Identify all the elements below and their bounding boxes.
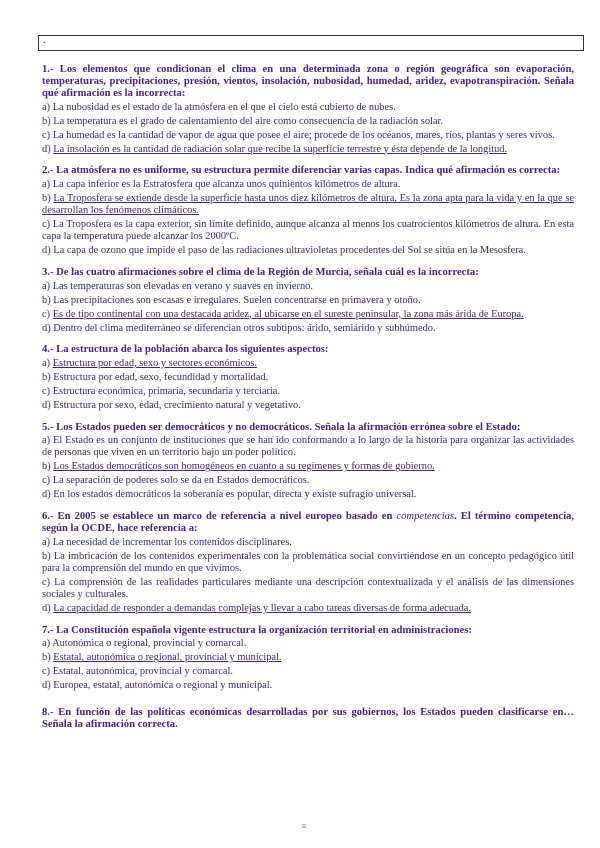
option-text: Estatal, autonómica o regional, provincial y municipal.: [53, 652, 282, 664]
option-text: La capa de ozono que impide el paso de las radiaciones ultravioletas procedentes del Sol se sitúa en la Mesosfera.: [53, 245, 526, 257]
option-letter: d): [42, 322, 51, 334]
option-letter: c): [42, 666, 51, 678]
option-text: Las precipitaciones son escasas e irregulares. Suelen concentrarse en primavera y otoño.: [53, 294, 421, 306]
option-text: Estructura por sexo, edad, crecimiento natural y vegetativo.: [53, 399, 301, 411]
option-text: La necesidad de incrementar los contenidos disciplinares.: [52, 536, 292, 548]
option-5c[interactable]: [42, 475, 574, 487]
option-5b[interactable]: [42, 461, 574, 473]
option-letter: c): [42, 129, 51, 141]
option-5d[interactable]: [42, 489, 574, 501]
option-letter: d): [42, 143, 51, 155]
question-4: [42, 344, 574, 412]
menu-lines-icon: ≡: [301, 821, 307, 831]
option-4b[interactable]: [42, 372, 574, 384]
option-3a[interactable]: [42, 281, 574, 293]
option-letter: a): [42, 638, 51, 650]
question-4-title: 4.- La estructura de la población abarca los siguientes aspectos:: [42, 344, 329, 356]
option-letter: d): [42, 603, 51, 614]
option-text: Es de tipo continental con una destacada aridez, al ubicarse en el sureste peninsular, la zona más árida de Europa.: [52, 308, 524, 320]
question-7: [42, 625, 574, 693]
option-7d[interactable]: [42, 680, 574, 692]
option-1a[interactable]: [42, 102, 574, 114]
option-text: Los Estados democráticos son homogéneos en cuanto a su regímenes y formas de gobierno.: [53, 461, 435, 473]
option-3c[interactable]: [42, 309, 574, 321]
option-letter: a): [42, 178, 51, 190]
option-text: La Troposfera es la capa exterior, sin límite definido, aunque alcanza al menos los cuatrocientos kilómetros de altura. En esta capa la temperatura puede alcanzar los 2000ºC.: [42, 219, 574, 243]
question-list: [42, 64, 574, 740]
option-text: La imbricación de los contenidos experimentales con la problemática social convirtiéndose en un concepto pedagógico útil para la comprensión del mundo en que vivimos.: [42, 550, 574, 574]
option-text: En los estados democráticos la soberanía es popular, directa y existe sufragio universal.: [53, 489, 417, 501]
option-letter: d): [42, 489, 51, 501]
option-text: Estatal, autonómica, provincial y comarcal.: [52, 666, 234, 678]
option-3d[interactable]: [42, 323, 574, 335]
question-1: [42, 64, 574, 156]
option-letter: c): [42, 308, 51, 320]
question-6-title: [42, 511, 574, 535]
option-letter: b): [42, 192, 51, 204]
question-8-title: 8.- En función de las políticas económicas desarrolladas por sus gobiernos, los Estados pueden clasificarse en… Señala la afirmación correcta.: [42, 706, 574, 730]
option-2c[interactable]: [42, 219, 574, 243]
option-1d[interactable]: [42, 144, 574, 156]
question-6-title-end: . El término competencia, según la OCDE, hace referencia a:: [42, 511, 574, 535]
option-6d[interactable]: [42, 603, 574, 615]
option-4d[interactable]: [42, 400, 574, 412]
option-letter: d): [42, 680, 51, 692]
question-8: [42, 707, 574, 731]
option-text: Dentro del clima mediterráneo se diferencian otros subtipos: árido, semiárido y subhúmedo.: [53, 322, 436, 334]
option-letter: c): [42, 219, 51, 230]
option-text: La separación de poderes solo se da en Estados democráticos.: [52, 475, 310, 487]
option-6c[interactable]: [42, 577, 574, 601]
option-7a[interactable]: [42, 638, 574, 650]
option-3b[interactable]: [42, 295, 574, 307]
option-letter: b): [42, 115, 51, 127]
option-7b[interactable]: [42, 652, 574, 664]
option-letter: d): [42, 399, 51, 411]
option-letter: b): [42, 371, 51, 383]
option-letter: b): [42, 461, 51, 473]
option-text: Estructura por edad, sexo y sectores económicos.: [52, 357, 257, 369]
option-letter: b): [42, 550, 51, 562]
option-text: La humedad es la cantidad de vapor de agua que posee el aire; procede de los océanos, mares, ríos, plantas y seres vivos.: [52, 129, 555, 141]
option-letter: c): [42, 475, 51, 487]
option-letter: b): [42, 652, 51, 664]
question-1-title: 1.- Los elementos que condicionan el clima en una determinada zona o región geográfica son evaporación, temperaturas, precipitaciones, presión, vientos, insolación, nubosidad, humedad, aridez, evapotranspiración. Señala qué afirmación es la incorrecta:: [42, 64, 574, 99]
option-5a[interactable]: [42, 435, 574, 459]
option-letter: a): [42, 101, 51, 113]
option-text: Estructura económica, primaria, secundaria y terciaria.: [52, 385, 281, 397]
option-letter: a): [42, 435, 51, 447]
question-2: [42, 165, 574, 257]
option-6b[interactable]: [42, 551, 574, 575]
question-6-title-start: 6.- En 2005 se establece un marco de referencia a nivel europeo basado en: [42, 511, 397, 523]
option-6a[interactable]: [42, 537, 574, 549]
option-letter: c): [42, 576, 51, 588]
option-4a[interactable]: [42, 358, 574, 370]
option-2d[interactable]: [42, 245, 574, 257]
option-text: La nubosidad es el estado de la atmósfera en el que el cielo está cubierto de nubes.: [52, 101, 396, 113]
question-5-title: 5.- Los Estados pueden ser democráticos y no democráticos. Señala la afirmación errónea sobre el Estado:: [42, 421, 521, 433]
option-text: La capacidad de responder a demandas complejas y llevar a cabo tareas diversas de forma adecuada.: [53, 603, 471, 614]
header-box: [38, 35, 584, 51]
option-4c[interactable]: [42, 386, 574, 398]
option-1c[interactable]: [42, 130, 574, 142]
option-text: La comprensión de las realidades particulares mediante una descripción contextualizada y el análisis de las dimensiones sociales y culturales.: [42, 576, 575, 600]
question-6: [42, 511, 574, 615]
option-letter: b): [42, 294, 51, 306]
header-box-text: .: [43, 35, 46, 46]
question-3-title: 3.- De las cuatro afirmaciones sobre el clima de la Región de Murcia, señala cuál es la incorrecta:: [42, 267, 479, 278]
question-6-title-italic: competencias: [396, 511, 455, 523]
option-letter: a): [42, 280, 51, 292]
option-text: Las temperaturas son elevadas en verano y suaves en invierno.: [52, 280, 313, 292]
option-letter: a): [42, 536, 51, 548]
option-7c[interactable]: [42, 666, 574, 678]
option-letter: a): [42, 357, 51, 369]
option-letter: c): [42, 385, 51, 397]
option-text: Autonómica o regional, provincial y comarcal.: [52, 638, 247, 650]
question-7-title: 7.- La Constitución española vigente estructura la organización territorial en administraciones:: [42, 624, 472, 636]
option-text: Estructura por edad, sexo, fecundidad y mortalidad.: [53, 371, 269, 383]
question-2-title: 2.- La atmósfera no es uniforme, su estructura permite diferenciar varias capas. Indica qué afirmación es correcta:: [42, 165, 561, 177]
option-text: El Estado es un conjunto de instituciones que se han ido conformando a lo largo de la historia para organizar las actividades de personas que viven en un territorio bajo un poder político.: [42, 435, 574, 459]
option-2b[interactable]: [42, 193, 574, 217]
option-text: La Troposfera se extiende desde la superficie hasta unos diez kilómetros de altura. Es la zona apta para la vida y en la que se desarrollan los fenómenos climáticos.: [42, 192, 574, 216]
option-text: La capa inferior es la Estratosfera que alcanza unos quinientos kilómetros de altura.: [52, 178, 401, 190]
option-text: Europea, estatal, autonómica o regional y municipal.: [53, 680, 273, 692]
question-3: [42, 267, 574, 335]
question-5: [42, 422, 574, 502]
option-text: La temperatura es el grado de calentamiento del aire como consecuencia de la radiación solar.: [53, 115, 444, 127]
option-2a[interactable]: [42, 179, 574, 191]
page-footer-mark: [299, 821, 309, 831]
option-text: La insolación es la cantidad de radiación solar que recibe la superficie terrestre y ésta depende de la longitud.: [53, 143, 508, 155]
option-letter: d): [42, 245, 51, 257]
option-1b[interactable]: [42, 116, 574, 128]
